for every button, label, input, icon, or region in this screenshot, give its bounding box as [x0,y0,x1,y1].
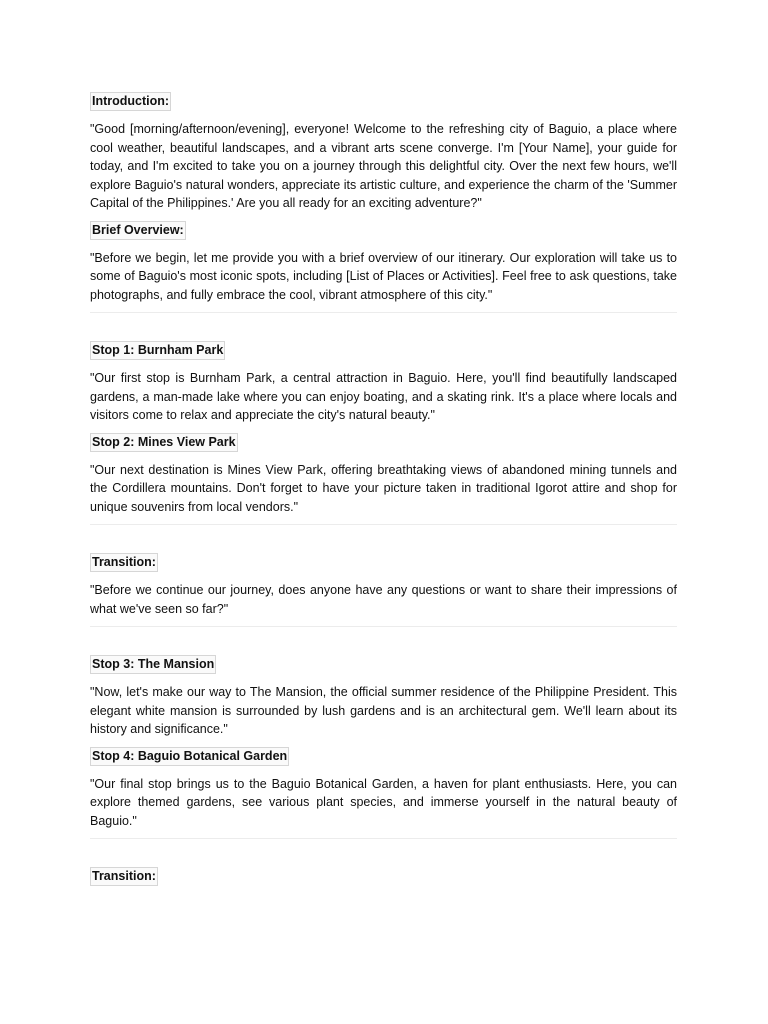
section-stop-4 [90,747,677,831]
section-heading: Stop 2: Mines View Park [90,433,238,452]
section-heading: Stop 1: Burnham Park [90,341,225,360]
section-heading: Transition: [90,867,158,886]
section-text: "Our first stop is Burnham Park, a central attraction in Baguio. Here, you'll find beautifully landscaped gardens, a man-made lake where you can enjoy boating, and a skating rink. It's a place where locals and visitors come to relax and appreciate the city's natural beauty." [90,371,677,422]
section-transition-2 [90,867,677,895]
section-transition-1 [90,553,677,618]
section-heading: Stop 3: The Mansion [90,655,216,674]
section-text: "Our final stop brings us to the Baguio Botanical Garden, a haven for plant enthusiasts. Here, you can explore themed gardens, see various plant species, and immerse yourself in the natural beauty of Baguio." [90,776,677,828]
section-stop-3 [90,655,677,739]
divider [90,838,677,839]
section-brief-overview [90,221,677,305]
section-text: "Now, let's make our way to The Mansion, the official summer residence of the Philippine President. This elegant white mansion is surrounded by lush gardens and is an architectural gem. We'll learn about its history and significance." [90,685,677,736]
section-heading: Brief Overview: [90,221,186,240]
section-stop-1 [90,341,677,425]
divider [90,626,677,627]
document-page [90,92,677,895]
section-text: "Good [morning/afternoon/evening], everyone! Welcome to the refreshing city of Baguio, a place where cool weather, beautiful landscapes, and a vibrant arts scene converge. I'm [Your Name], your guide for today, and I'm excited to take you on a journey through this delightful city. Over the next few hours, we'll explore Baguio's natural wonders, appreciate its artistic culture, and experience the charm of the 'Summer Capital of the Philippines.' Are you all ready for an exciting adventure?" [90,122,677,210]
section-heading: Stop 4: Baguio Botanical Garden [90,747,289,766]
divider [90,312,677,313]
section-heading: Transition: [90,553,158,572]
section-text: "Before we begin, let me provide you with a brief overview of our itinerary. Our exploration will take us to some of Baguio's most iconic spots, including [List of Places or Activities]. Feel free to ask questions, take photographs, and fully embrace the cool, vibrant atmosphere of this city." [90,250,677,302]
section-heading: Introduction: [90,92,171,111]
section-text: "Our next destination is Mines View Park, offering breathtaking views of abandoned mining tunnels and the Cordillera mountains. Don't forget to have your picture taken in traditional Igorot attire and shop for unique souvenirs from local vendors." [90,462,677,514]
section-stop-2 [90,433,677,517]
section-introduction [90,92,677,213]
section-text: "Before we continue our journey, does anyone have any questions or want to share their impressions of what we've seen so far?" [90,583,677,616]
divider [90,524,677,525]
